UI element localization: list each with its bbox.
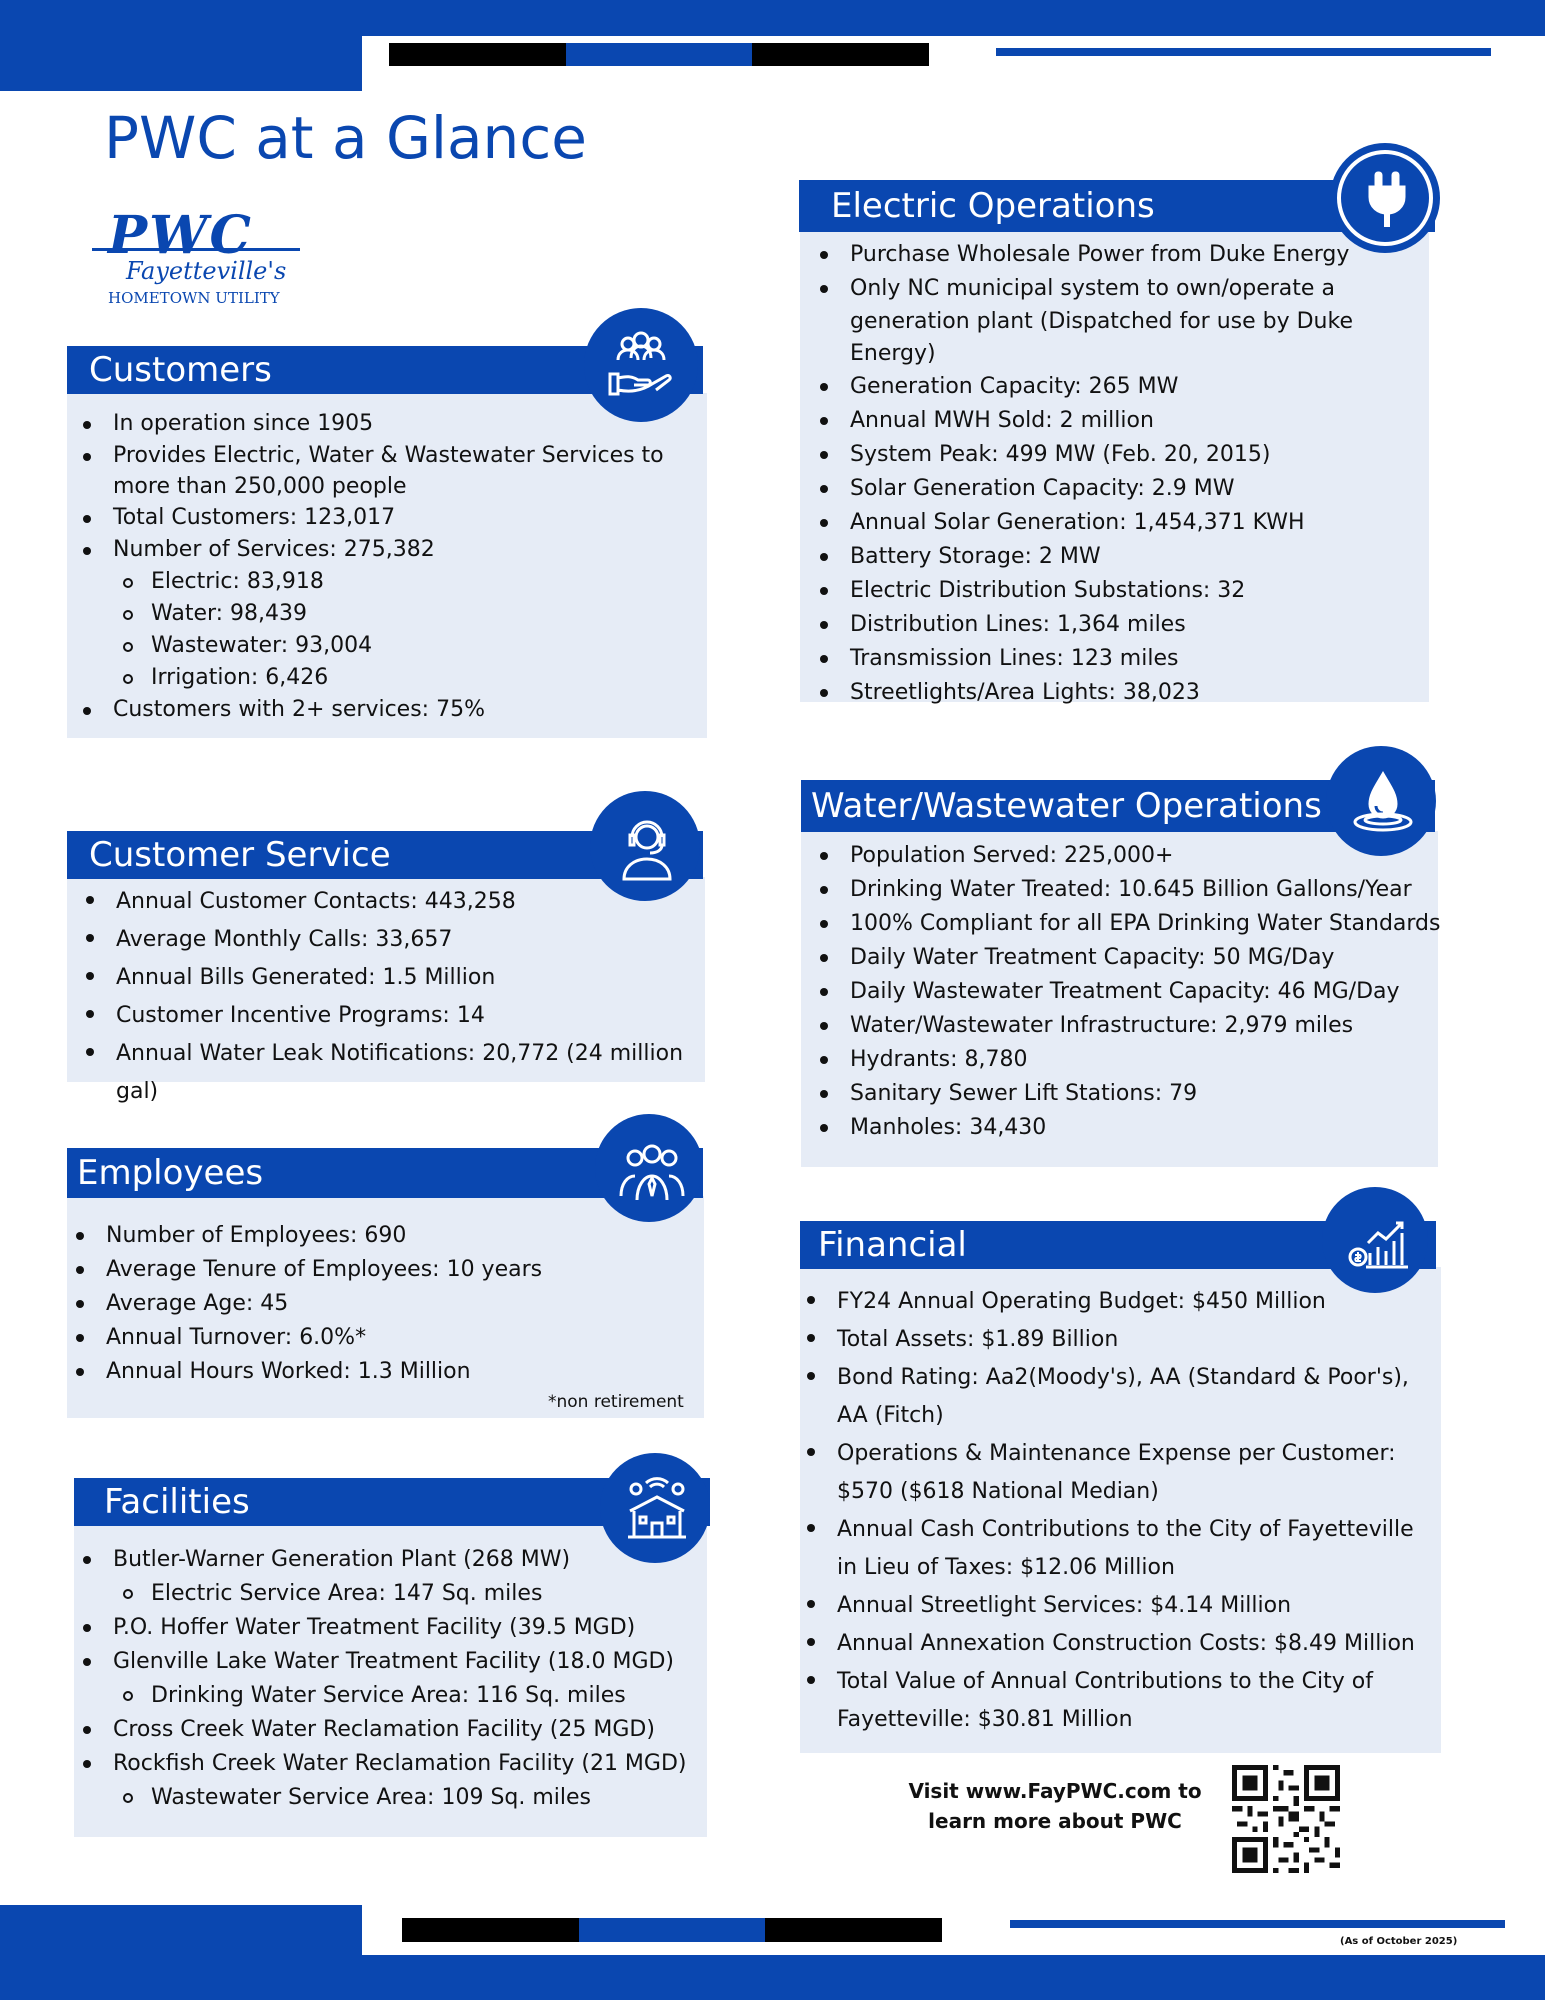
list-item: Daily Wastewater Treatment Capacity: 46 MG/Day	[804, 975, 1464, 1009]
visit-line1: Visit www.FayPWC.com to	[908, 1779, 1202, 1803]
list-item: in Lieu of Taxes: $12.06 Million	[837, 1555, 1175, 1580]
logo-line2: HOMETOWN UTILITY	[108, 289, 280, 307]
qr-code-icon[interactable]	[1232, 1765, 1340, 1873]
top-left-block	[0, 0, 362, 91]
list-item: Annual Streetlight Services: $4.14 Million	[791, 1587, 1451, 1625]
list-item: Drinking Water Treated: 10.645 Billion Gallons/Year	[804, 873, 1464, 907]
facilities-heading: Facilities	[74, 1478, 710, 1526]
list-item: System Peak: 499 MW (Feb. 20, 2015)	[804, 438, 1444, 472]
list-item: Operations & Maintenance Expense per Customer:	[791, 1435, 1451, 1473]
electric-heading: Electric Operations	[799, 180, 1435, 232]
list-item: Drinking Water Service Area: 116 Sq. miles	[67, 1679, 707, 1713]
list-item: Butler-Warner Generation Plant (268 MW)	[67, 1543, 707, 1577]
list-item: Annual Turnover: 6.0%*	[60, 1321, 700, 1355]
list-item: Electric Distribution Substations: 32	[804, 574, 1444, 608]
list-item: Customers with 2+ services: 75%	[67, 694, 707, 726]
top-stripe-blue	[566, 43, 752, 66]
list-item: Annual Solar Generation: 1,454,371 KWH	[804, 506, 1444, 540]
list-item: Streetlights/Area Lights: 38,023	[804, 676, 1444, 710]
bottom-right-line	[1010, 1920, 1505, 1928]
list-item: Provides Electric, Water & Wastewater Services to	[67, 440, 707, 472]
list-item: Bond Rating: Aa2(Moody's), AA (Standard & Poor's),	[791, 1359, 1451, 1397]
list-item: Purchase Wholesale Power from Duke Energy	[804, 238, 1444, 272]
list-item: more than 250,000 people	[113, 474, 407, 499]
list-item: Total Assets: $1.89 Billion	[791, 1321, 1451, 1359]
logo-mark: PWC	[108, 205, 253, 266]
list-item: Hydrants: 8,780	[804, 1043, 1464, 1077]
list-item: Annual Customer Contacts: 443,258	[70, 883, 710, 921]
logo-line1: Fayetteville's	[126, 257, 287, 285]
list-item: Average Monthly Calls: 33,657	[70, 921, 710, 959]
top-right-line	[996, 48, 1491, 56]
list-item: FY24 Annual Operating Budget: $450 Million	[791, 1283, 1451, 1321]
list-item: Number of Employees: 690	[60, 1219, 700, 1253]
list-item: Electric Service Area: 147 Sq. miles	[67, 1577, 707, 1611]
list-item: Wastewater: 93,004	[67, 630, 707, 662]
employees-footnote: *non retirement	[548, 1392, 684, 1412]
pwc-logo	[92, 206, 302, 314]
customers-heading: Customers	[67, 346, 703, 394]
financial-list	[791, 1283, 1451, 1739]
list-item: Water/Wastewater Infrastructure: 2,979 miles	[804, 1009, 1464, 1043]
water-list	[804, 839, 1464, 1145]
list-item: Fayetteville: $30.81 Million	[837, 1707, 1133, 1732]
list-item: Annual Water Leak Notifications: 20,772 (24 million gal)	[70, 1035, 710, 1111]
list-item: In operation since 1905	[67, 408, 707, 440]
list-item: Daily Water Treatment Capacity: 50 MG/Day	[804, 941, 1464, 975]
list-item: Annual MWH Sold: 2 million	[804, 404, 1444, 438]
list-item: Glenville Lake Water Treatment Facility (18.0 MGD)	[67, 1645, 707, 1679]
customer-service-list	[70, 883, 710, 1111]
list-item: Annual Bills Generated: 1.5 Million	[70, 959, 710, 997]
facilities-list	[67, 1543, 707, 1815]
electric-list	[804, 238, 1444, 710]
team-icon	[595, 1114, 703, 1222]
list-item: Wastewater Service Area: 109 Sq. miles	[67, 1781, 707, 1815]
list-item: Water: 98,439	[67, 598, 707, 630]
visit-text	[880, 1776, 1230, 1836]
visit-line2: learn more about PWC	[928, 1809, 1182, 1833]
list-item: Transmission Lines: 123 miles	[804, 642, 1444, 676]
list-item: Battery Storage: 2 MW	[804, 540, 1444, 574]
list-item: Irrigation: 6,426	[67, 662, 707, 694]
plug-icon	[1330, 143, 1440, 253]
customer-service-heading: Customer Service	[67, 831, 703, 879]
people-hand-icon	[584, 308, 698, 422]
list-item: $570 ($618 National Median)	[837, 1479, 1159, 1504]
list-item: Distribution Lines: 1,364 miles	[804, 608, 1444, 642]
employees-heading: Employees	[67, 1148, 703, 1198]
list-item: P.O. Hoffer Water Treatment Facility (39.5 MGD)	[67, 1611, 707, 1645]
bottom-stripe-blue	[579, 1918, 765, 1942]
list-item: Cross Creek Water Reclamation Facility (25 MGD)	[67, 1713, 707, 1747]
page-title: PWC at a Glance	[104, 104, 587, 172]
list-item: Generation Capacity: 265 MW	[804, 370, 1444, 404]
list-item: Sanitary Sewer Lift Stations: 79	[804, 1077, 1464, 1111]
customers-list	[67, 408, 707, 726]
list-item: Annual Hours Worked: 1.3 Million	[60, 1355, 700, 1389]
list-item: Number of Services: 275,382	[67, 534, 707, 566]
list-item: generation plant (Dispatched for use by Duke Energy)	[850, 309, 1353, 366]
list-item: Average Age: 45	[60, 1287, 700, 1321]
water-heading: Water/Wastewater Operations	[801, 780, 1435, 832]
list-item: Annual Cash Contributions to the City of Fayetteville	[791, 1511, 1451, 1549]
list-item: Total Customers: 123,017	[67, 502, 707, 534]
list-item: Manholes: 34,430	[804, 1111, 1464, 1145]
list-item: Annual Annexation Construction Costs: $8.49 Million	[791, 1625, 1451, 1663]
growth-chart-icon	[1322, 1187, 1428, 1293]
list-item: 100% Compliant for all EPA Drinking Water Standards	[804, 907, 1464, 941]
bottom-band	[0, 1955, 1545, 2000]
list-item: Solar Generation Capacity: 2.9 MW	[804, 472, 1444, 506]
list-item: Average Tenure of Employees: 10 years	[60, 1253, 700, 1287]
list-item: Population Served: 225,000+	[804, 839, 1464, 873]
list-item: Rockfish Creek Water Reclamation Facility (21 MGD)	[67, 1747, 707, 1781]
list-item: Only NC municipal system to own/operate a	[804, 272, 1444, 306]
as-of-note: (As of October 2025)	[1340, 1936, 1458, 1947]
employees-list	[60, 1219, 700, 1389]
list-item: Total Value of Annual Contributions to the City of	[791, 1663, 1451, 1701]
financial-heading: Financial	[800, 1221, 1436, 1269]
list-item: Customer Incentive Programs: 14	[70, 997, 710, 1035]
list-item: Electric: 83,918	[67, 566, 707, 598]
list-item: AA (Fitch)	[837, 1403, 944, 1428]
